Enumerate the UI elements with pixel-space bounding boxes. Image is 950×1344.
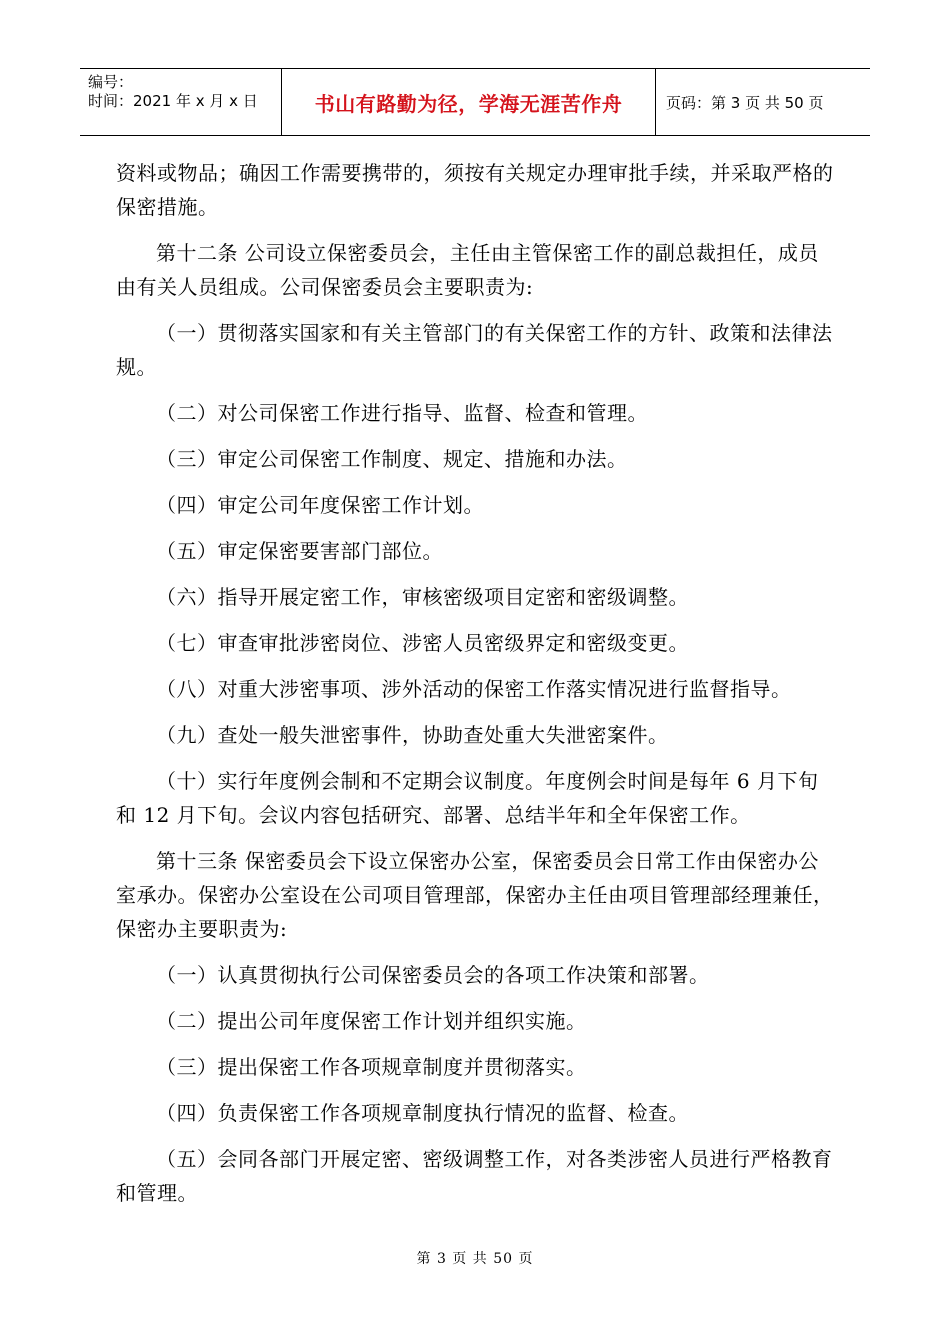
list-item: （五）审定保密要害部门部位。 bbox=[156, 539, 443, 563]
article-13: 第十三条 保密委员会下设立保密办公室，保密委员会日常工作由保密办公室承办。保密办公室设在公司项目管理部，保密办主任由项目管理部经理兼任，保密办主要职责为: bbox=[116, 849, 834, 941]
document-number-label: 编号： bbox=[88, 73, 134, 91]
list-item: （九）查处一般失泄密事件，协助查处重大失泄密案件。 bbox=[156, 723, 669, 747]
header-motto: 书山有路勤为径，学海无涯苦作舟 bbox=[282, 69, 656, 135]
list-item: （二）对公司保密工作进行指导、监督、检查和管理。 bbox=[156, 401, 648, 425]
header-page-info: 页码：第 3 页 共 50 页 bbox=[666, 93, 824, 112]
document-date: 时间：2021 年 x 月 x 日 bbox=[88, 92, 258, 110]
page-header bbox=[80, 68, 870, 136]
document-body bbox=[116, 156, 838, 1222]
list-item: （一）认真贯彻执行公司保密委员会的各项工作决策和部署。 bbox=[156, 963, 710, 987]
list-item: （一）贯彻落实国家和有关主管部门的有关保密工作的方针、政策和法律法规。 bbox=[116, 321, 833, 379]
list-item: （七）审查审批涉密岗位、涉密人员密级界定和密级变更。 bbox=[156, 631, 689, 655]
page-footer: 第 3 页 共 50 页 bbox=[416, 1251, 534, 1267]
list-item: （八）对重大涉密事项、涉外活动的保密工作落实情况进行监督指导。 bbox=[156, 677, 792, 701]
list-item: （十）实行年度例会制和不定期会议制度。年度例会时间是每年 6 月下旬和 12 月下旬。会议内容包括研究、部署、总结半年和全年保密工作。 bbox=[116, 769, 819, 827]
list-item: （五）会同各部门开展定密、密级调整工作，对各类涉密人员进行严格教育和管理。 bbox=[116, 1147, 833, 1205]
list-item: （四）审定公司年度保密工作计划。 bbox=[156, 493, 484, 517]
article-12: 第十二条 公司设立保密委员会，主任由主管保密工作的副总裁担任，成员由有关人员组成。公司保密委员会主要职责为: bbox=[116, 241, 819, 299]
list-item: （三）提出保密工作各项规章制度并贯彻落实。 bbox=[156, 1055, 587, 1079]
list-item: （六）指导开展定密工作，审核密级项目定密和密级调整。 bbox=[156, 585, 689, 609]
list-item: （三）审定公司保密工作制度、规定、措施和办法。 bbox=[156, 447, 628, 471]
list-item: （二）提出公司年度保密工作计划并组织实施。 bbox=[156, 1009, 587, 1033]
paragraph: 资料或物品；确因工作需要携带的，须按有关规定办理审批手续，并采取严格的保密措施。 bbox=[116, 161, 834, 219]
list-item: （四）负责保密工作各项规章制度执行情况的监督、检查。 bbox=[156, 1101, 689, 1125]
header-meta bbox=[80, 69, 282, 135]
